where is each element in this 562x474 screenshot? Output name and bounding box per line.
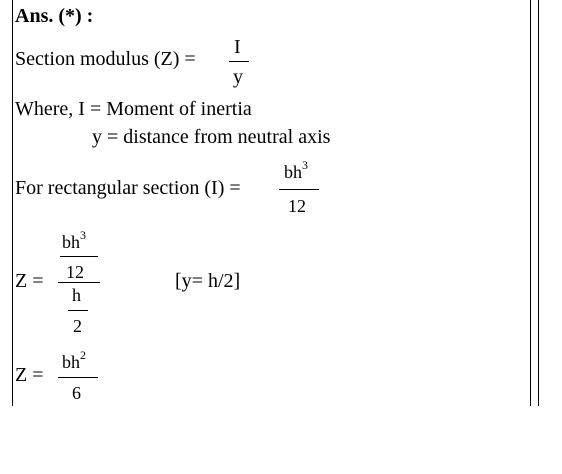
z-result-denominator: 6 bbox=[72, 383, 81, 403]
z-fraction-inner-bottom-bar bbox=[68, 310, 88, 311]
y-equals-note: [y= h/2] bbox=[175, 270, 241, 292]
right-border-line-inner bbox=[530, 0, 531, 406]
rect-section-label: For rectangular section (I) = bbox=[15, 177, 241, 199]
z-fraction-num-exp: 3 bbox=[80, 228, 86, 242]
rect-section-numerator bbox=[284, 158, 308, 184]
z-fraction-label: Z = bbox=[15, 270, 44, 292]
z-fraction-inner-bottom-num: h bbox=[72, 285, 81, 305]
section-modulus-fraction-bar bbox=[229, 61, 249, 62]
rect-section-num-exp: 3 bbox=[302, 158, 308, 172]
z-result-numerator bbox=[62, 348, 86, 374]
z-fraction-numerator bbox=[62, 228, 86, 254]
section-modulus-label: Section modulus (Z) = bbox=[15, 48, 196, 70]
rect-section-denominator: 12 bbox=[288, 196, 306, 216]
z-result-label: Z = bbox=[15, 364, 44, 386]
z-fraction-inner-top-den: 12 bbox=[66, 262, 84, 282]
rect-section-num-base: bh bbox=[284, 162, 302, 182]
z-result-num-exp: 2 bbox=[80, 348, 86, 362]
z-fraction-inner-bottom-den: 2 bbox=[73, 316, 82, 336]
section-modulus-numerator: I bbox=[234, 36, 241, 58]
right-border-line-outer bbox=[538, 0, 539, 406]
z-fraction-main-bar bbox=[58, 282, 100, 283]
answer-label: Ans. (*) : bbox=[15, 5, 94, 27]
z-result-fraction-bar bbox=[58, 377, 98, 378]
z-result-num-base: bh bbox=[62, 352, 80, 372]
section-modulus-denominator: y bbox=[233, 66, 243, 88]
where-line-2: y = distance from neutral axis bbox=[92, 126, 331, 148]
rect-section-fraction-bar bbox=[279, 189, 319, 190]
z-fraction-num-base: bh bbox=[62, 232, 80, 252]
where-line-1: Where, I = Moment of inertia bbox=[15, 98, 252, 120]
left-border-line bbox=[12, 0, 13, 406]
z-fraction-inner-top-bar bbox=[60, 256, 98, 257]
